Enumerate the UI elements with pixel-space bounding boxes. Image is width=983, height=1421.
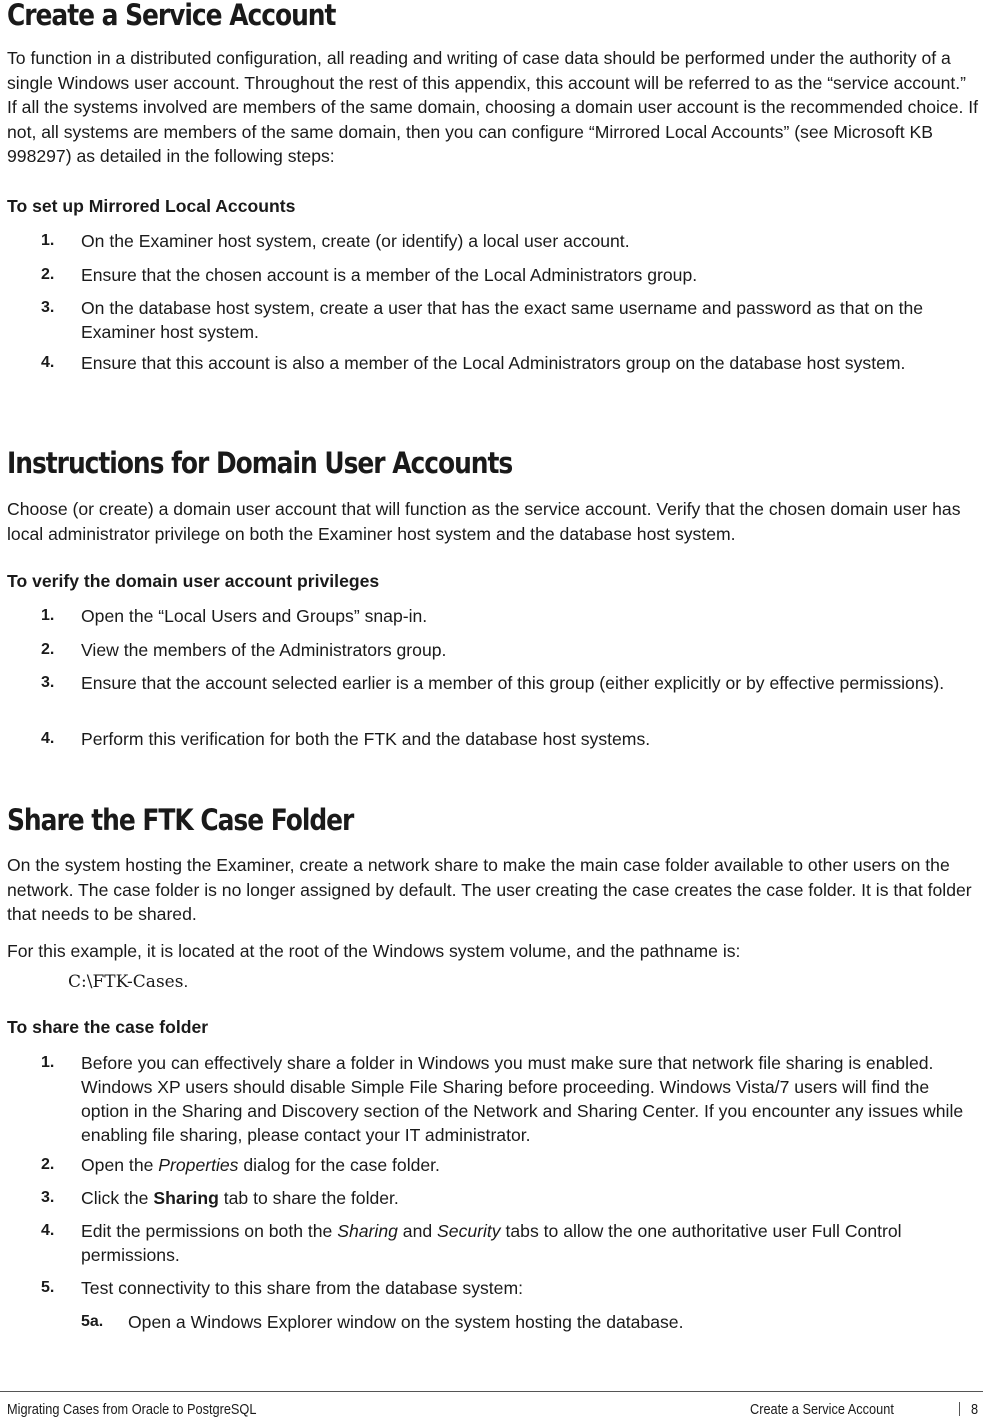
footer-divider (0, 1391, 983, 1392)
document-page: Create a Service Account To function in a distributed configuration, all reading and writing of case data should be performed under the authority of a single Windows user account. Throughout the rest of this appendix, this account will be referred to as the “service account.” If all the systems involved are members of the same domain, choosing a domain user account is the recommended choice. If not, all systems are members of the same domain, then you can configure “Mirrored Local Accounts” (see Microsoft KB 998297) as detailed in the following steps: To set up Mirrored Local Accounts 1. On the Examiner host system, create (or identify) a local user account. 2. Ensure that the chosen account is a member of the Local Administrators group. 3. On the database host system, create a user that has the exact same username and password as that on the Examiner host system. 4. Ensure that this account is also a member of the Local Administrators group on the database host system. Instructions for Domain User Accounts Choose (or create) a domain user account that will function as the service account. Verify that the chosen domain user has local administrator privilege on both the Examiner host system and the database host system. To verify the domain user account privileges 1. Open the “Local Users and Groups” snap-in. 2. View the members of the Administrators group. 3. Ensure that the account selected earlier is a member of this group (either explicitly or by effective permissions). 4. Perform this verification for both the FTK and the database host systems. Share the FTK Case Folder On the system hosting the Examiner, create a network share to make the main case folder available to other users on the network. The case folder is no longer assigned by default. The user creating the case creates the case folder. It is that folder that needs to be shared. For this example, it is located at the root of the Windows system volume, and the pathname is: C:\FTK-Cases. To share the case folder 1. Before you can effectively share a folder in Windows you must make sure that network file sharing is enabled. Windows XP users should disable Simple File Sharing before proceeding. Windows Vista/7 users will find the option in the Sharing and Discovery section of the Network and Sharing Center. If you encounter any issues while enabling file sharing, please contact your IT administrator. 2. Open the Properties dialog for the case folder. 3. Click the Sharing tab to share the folder. 4. Edit the permissions on both the Sharing and Security tabs to allow the one authoritative user Full Control permissions. 5. Test connectivity to this share from the database system: 5a. Open a Windows Explorer window on the system hosting the database. Migrating Cases from Oracle to PostgreSQL Create a Service Account 8 (0, 0, 983, 1421)
procedure-title-share: To share the case folder (7, 1017, 209, 1037)
page-number: 8 (971, 1401, 979, 1418)
footer-section-title: Create a Service Account (750, 1401, 894, 1418)
section-title-share-folder: Share the FTK Case Folder (7, 803, 354, 837)
footer-separator (959, 1402, 960, 1416)
share-folder-intro: On the system hosting the Examiner, create a network share to make the main case folder available to other users on the network. The case folder is no longer assigned by default. The user creating the case creates the case folder. It is that folder that needs to be shared. (7, 855, 972, 924)
share-folder-example: For this example, it is located at the root of the Windows system volume, and the pathname is: (7, 941, 741, 961)
section-title-service-account: Create a Service Account (7, 0, 336, 32)
domain-accounts-intro: Choose (or create) a domain user account that will function as the service account. Verify that the chosen domain user has local administrator privilege on both the Examiner host system and the database host system. (7, 499, 961, 544)
service-account-intro: To function in a distributed configuration, all reading and writing of case data should be performed under the authority of a single Windows user account. Throughout the rest of this appendix, this account will be referred to as the “service account.” If all the systems involved are members of the same domain, choosing a domain user account is the recommended choice. If not, all systems are members of the same domain, then you can configure “Mirrored Local Accounts” (see Microsoft KB 998297) as detailed in the following steps: (7, 48, 979, 166)
procedure-title-verify: To verify the domain user account privileges (7, 571, 380, 591)
procedure-title-mirrored: To set up Mirrored Local Accounts (7, 196, 296, 216)
section-title-domain-accounts: Instructions for Domain User Accounts (7, 446, 513, 480)
footer-doc-title: Migrating Cases from Oracle to PostgreSQL (7, 1401, 257, 1418)
case-folder-path: C:\FTK-Cases. (68, 972, 189, 992)
